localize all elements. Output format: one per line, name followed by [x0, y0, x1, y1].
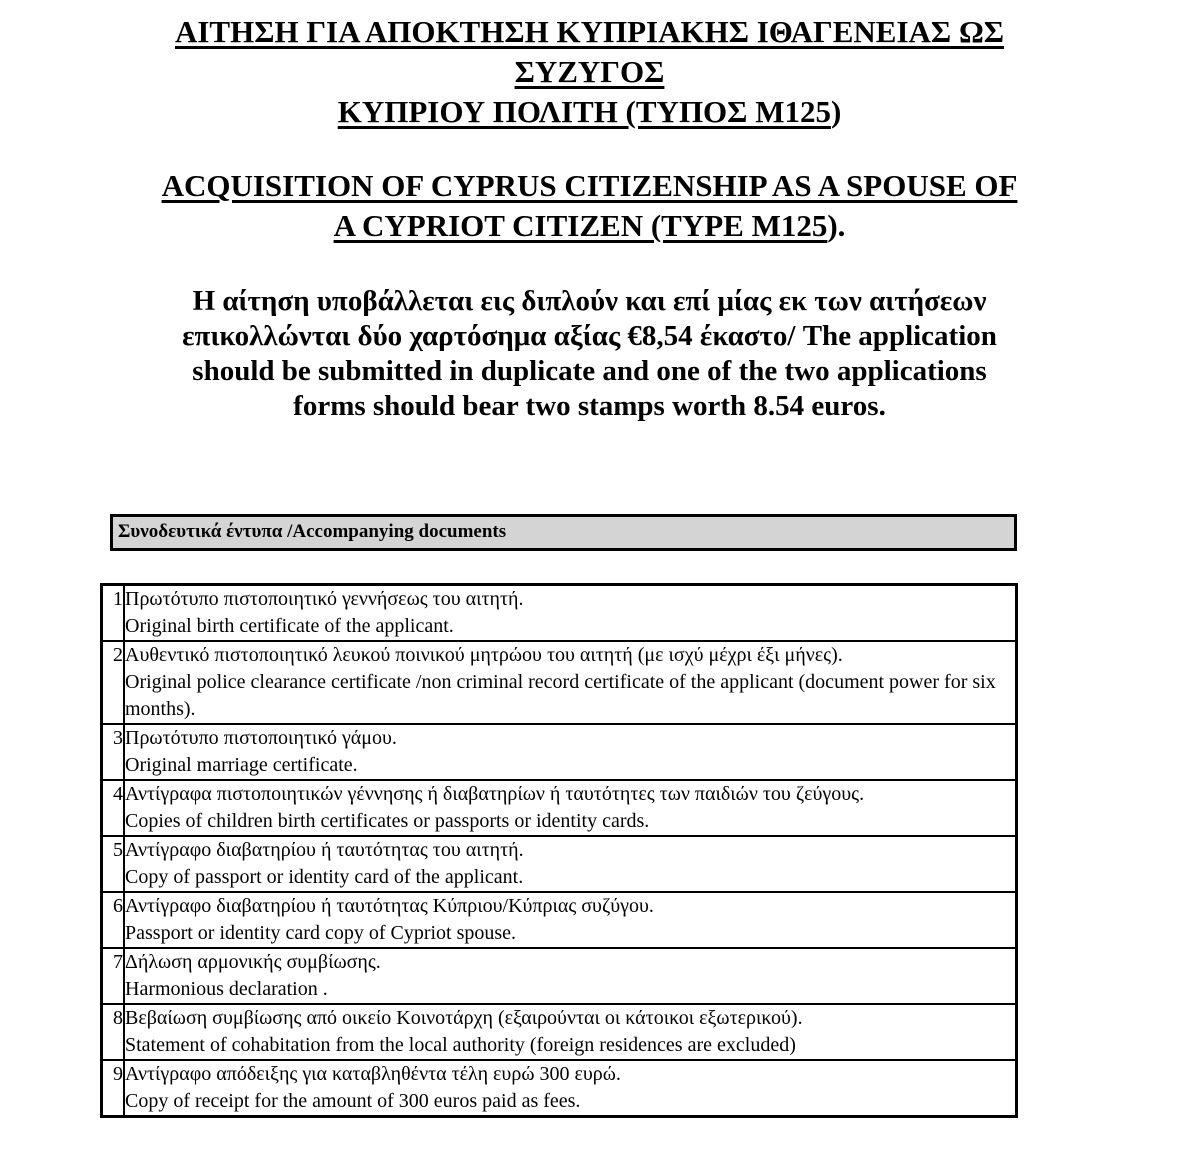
row-greek-text: Αυθεντικό πιστοποιητικό λευκού ποινικού μητρώου του αιτητή (με ισχύ μέχρι έξι μήνες). — [125, 644, 843, 666]
intro-line-2: επικολλώνται δύο χαρτόσημα αξίας €8,54 έκαστο/ The application — [182, 320, 997, 352]
row-english-text: Harmonious declaration . — [125, 978, 328, 1000]
row-english-text: Statement of cohabitation from the local authority (foreign residences are excluded) — [125, 1034, 796, 1056]
row-number-cell: 8 — [102, 1004, 125, 1060]
table-row — [102, 892, 1017, 948]
row-number-cell: 4 — [102, 780, 125, 836]
row-english-text: Original marriage certificate. — [125, 754, 358, 776]
row-english-text: Copy of receipt for the amount of 300 euros paid as fees. — [125, 1090, 581, 1112]
row-number-cell: 2 — [102, 641, 125, 724]
row-greek-text: Αντίγραφα πιστοποιητικών γέννησης ή διαβατηρίων ή ταυτότητες των παιδιών του ζεύγους. — [125, 783, 865, 805]
row-text-cell — [124, 585, 1017, 642]
row-english-text: Copies of children birth certificates or passports or identity cards. — [125, 810, 650, 832]
row-english-text: Passport or identity card copy of Cypriot spouse. — [125, 922, 517, 944]
row-greek-text: Πρωτότυπο πιστοποιητικό γάμου. — [125, 727, 397, 749]
greek-title-line-3: ΚΥΠΡΙΟΥ ΠΟΛΙΤΗ (ΤΥΠΟΣ Μ125) — [337, 94, 842, 129]
table-row — [102, 585, 1017, 642]
intro-paragraph — [42, 284, 1137, 424]
row-greek-text: Πρωτότυπο πιστοποιητικό γεννήσεως του αιτητή. — [125, 588, 524, 610]
english-title-line-2: A CYPRIOT CITIZEN (TYPE M125). — [333, 208, 846, 243]
row-greek-text: Βεβαίωση συμβίωσης από οικείο Κοινοτάρχη (εξαιρούνται οι κάτοικοι εξωτερικού). — [125, 1007, 803, 1029]
row-english-text: Original birth certificate of the applicant. — [125, 615, 454, 637]
greek-title-line-2: ΣΥΖΥΓΟΣ — [514, 54, 665, 89]
row-greek-text: Αντίγραφο διαβατηρίου ή ταυτότητας του αιτητή. — [125, 839, 524, 861]
row-text-cell — [124, 780, 1017, 836]
row-text-cell — [124, 836, 1017, 892]
section-header-bar — [110, 514, 1017, 551]
intro-line-3: should be submitted in duplicate and one of the two applications — [192, 355, 987, 387]
table-row — [102, 641, 1017, 724]
row-greek-text: Δήλωση αρμονικής συμβίωσης. — [125, 951, 381, 973]
documents-table — [100, 583, 1018, 1118]
row-number-cell: 7 — [102, 948, 125, 1004]
row-number-cell: 1 — [102, 585, 125, 642]
intro-line-4: forms should bear two stamps worth 8.54 euros. — [293, 390, 886, 422]
section-header-label: Συνοδευτικά έντυπα /Accompanying documents — [118, 521, 507, 542]
table-row — [102, 836, 1017, 892]
row-number-cell: 5 — [102, 836, 125, 892]
documents-table-body — [102, 585, 1017, 1117]
row-english-text: Copy of passport or identity card of the applicant. — [125, 866, 524, 888]
english-title — [42, 166, 1137, 246]
english-title-line-1: ACQUISITION OF CYPRUS CITIZENSHIP AS A SPOUSE OF — [161, 168, 1018, 203]
row-text-cell — [124, 892, 1017, 948]
greek-title — [42, 12, 1137, 132]
table-row — [102, 780, 1017, 836]
row-text-cell — [124, 1004, 1017, 1060]
row-text-cell — [124, 948, 1017, 1004]
row-text-cell — [124, 1060, 1017, 1117]
greek-title-line-1: ΑΙΤΗΣΗ ΓΙΑ ΑΠΟΚΤΗΣΗ ΚΥΠΡΙΑΚΗΣ ΙΘΑΓΕΝΕΙΑΣ ΩΣ — [174, 14, 1005, 49]
table-row — [102, 1004, 1017, 1060]
row-text-cell — [124, 641, 1017, 724]
row-text-cell — [124, 724, 1017, 780]
row-number-cell: 3 — [102, 724, 125, 780]
row-english-text: Original police clearance certificate /non criminal record certificate of the applicant (document power for six months). — [125, 671, 996, 720]
table-row — [102, 724, 1017, 780]
row-greek-text: Αντίγραφο διαβατηρίου ή ταυτότητας Κύπριου/Κύπριας συζύγου. — [125, 895, 654, 917]
table-row — [102, 1060, 1017, 1117]
table-row — [102, 948, 1017, 1004]
row-number-cell: 6 — [102, 892, 125, 948]
row-greek-text: Αντίγραφο απόδειξης για καταβληθέντα τέλη ευρώ 300 ευρώ. — [125, 1063, 621, 1085]
row-number-cell: 9 — [102, 1060, 125, 1117]
intro-line-1: Η αίτηση υποβάλλεται εις διπλούν και επί μίας εκ των αιτήσεων — [192, 285, 987, 317]
